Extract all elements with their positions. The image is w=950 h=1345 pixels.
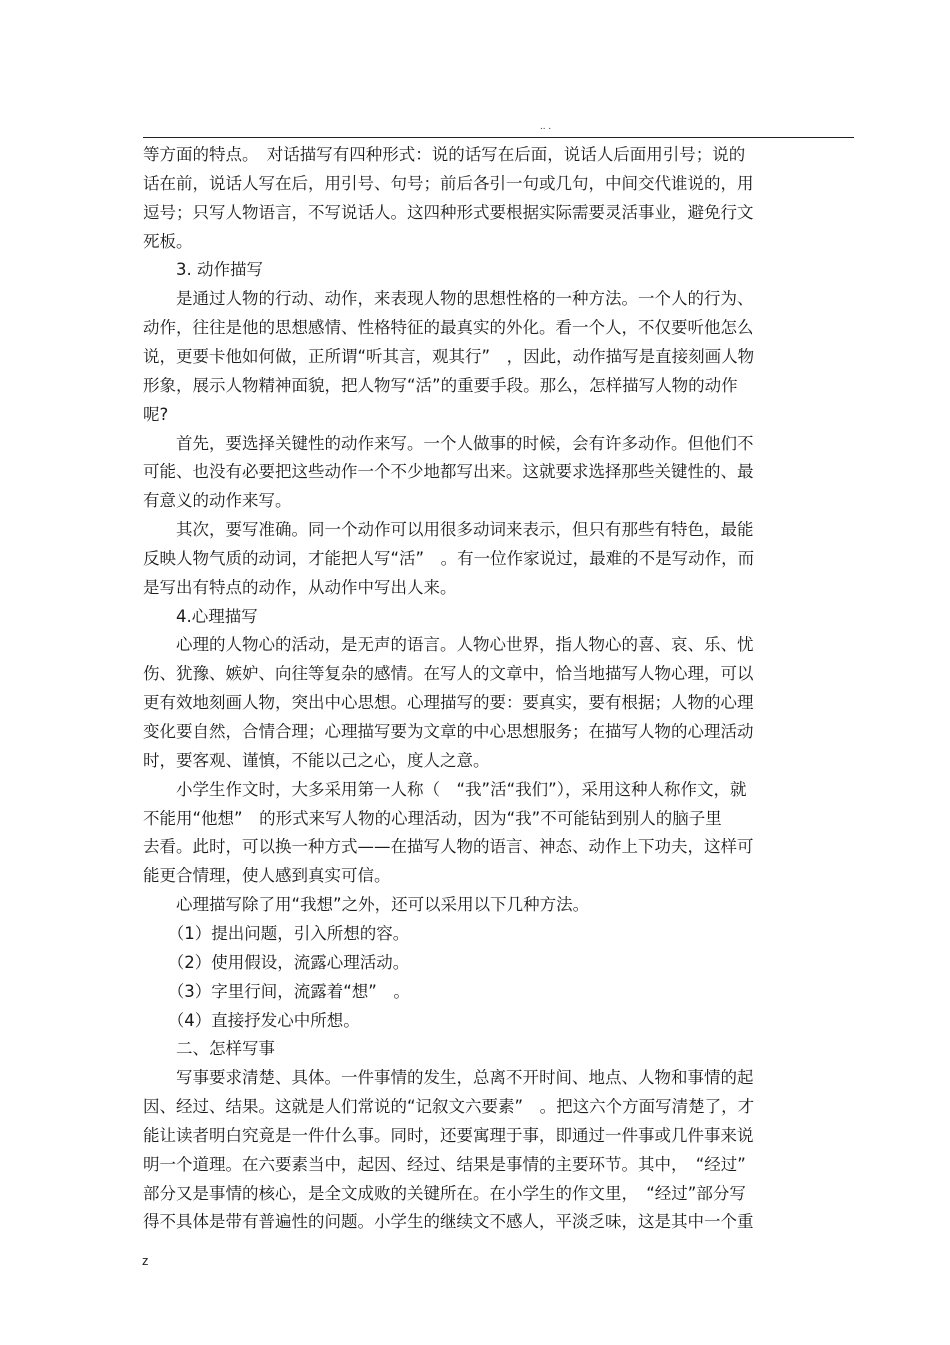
text-line: 变化要自然，合情合理；心理描写要为文章的中心思想服务；在描写人物的心理活动 [143,722,754,741]
text-line: 能更合情理，使人感到真实可信。 [143,866,391,886]
text-line: 因、经过、结果。这就是人们常说的“记叙文六要素” 。把这六个方面写清楚了，才 [143,1097,755,1117]
text-line: 呢? [143,404,169,424]
text-line: 有意义的动作来写。 [143,491,292,511]
text-line: 伤、犹豫、嫉妒、向往等复杂的感情。在写人的文章中，恰当地描写人物心理，可以 [143,664,754,684]
text-line: 写事要求清楚、具体。一件事情的发生，总离不开时间、地点、人物和事情的起 [143,1068,754,1088]
page-header-mark: .. . [540,121,552,132]
text-line: （2）使用假设，流露心理活动。 [143,952,410,972]
text-line: 逗号；只写人物语言，不写说话人。这四种形式要根据实际需要灵活事业，避免行文 [143,202,754,222]
text-line: 等方面的特点。 对话描写有四种形式：说的话写在后面，说话人后面用引号；说的 [143,145,746,164]
text-line: 首先，要选择关键性的动作来写。一个人做事的时候，会有许多动作。但他们不 [143,433,754,453]
text-line: 更有效地刻画人物，突出中心思想。心理描写的要：要真实，要有根据；人物的心理 [143,693,754,713]
text-line: 小学生作文时，大多采用第一人称（ “我”活“我们”），采用这种人称作文，就 [143,779,747,799]
text-line: 是写出有特点的动作，从动作中写出人来。 [143,577,457,597]
text-line: 4.心理描写 [143,606,258,626]
text-line: 时，要客观、谨慎，不能以己之心，度人之意。 [143,750,490,770]
text-line: 话在前，说话人写在后，用引号、句号；前后各引一句或几句，中间交代谁说的，用 [143,173,754,193]
text-line: 3. 动作描写 [143,260,263,280]
text-line: 心理的人物心的活动，是无声的语言。人物心世界，指人物心的喜、哀、乐、忧 [143,635,754,655]
header-divider [143,137,854,138]
text-line: （3）字里行间，流露着“想” 。 [143,981,410,1001]
text-line: 死板。 [143,231,193,251]
text-line: （4）直接抒发心中所想。 [143,1010,360,1030]
text-line: 能让读者明白究竟是一件什么事。同时，还要寓理于事，即通过一件事或几件事来说 [143,1125,754,1145]
text-line: 得不具体是带有普遍性的问题。小学生的继续文不感人，平淡乏味，这是其中一个重 [143,1212,754,1232]
text-line: 说，更要卡他如何做，正所谓“听其言，观其行” ，因此，动作描写是直接刻画人物 [143,346,755,366]
text-line: 明一个道理。在六要素当中，起因、经过、结果是事情的主要环节。其中， “经过” [143,1154,746,1174]
text-line: 是通过人物的行动、动作，来表现人物的思想性格的一种方法。一个人的行为、 [143,289,754,309]
page-footer-mark: z [142,1253,149,1268]
text-line: 反映人物气质的动词，才能把人写“活” 。有一位作家说过，最难的不是写动作，而 [143,548,755,568]
text-line: 不能用“他想” 的形式来写人物的心理活动，因为“我”不可能钻到别人的脑子里 [143,808,722,828]
text-line: 去看。此时，可以换一种方式——在描写人物的语言、神态、动作上下功夫，这样可 [143,837,754,857]
text-line: 心理描写除了用“我想”之外，还可以采用以下几种方法。 [143,895,590,915]
text-line: 动作，往往是他的思想感情、性格特征的最真实的外化。看一个人，不仅要听他怎么 [143,318,754,338]
text-line: 可能、也没有必要把这些动作一个不少地都写出来。这就要求选择那些关键性的、最 [143,462,754,482]
text-line: （1）提出问题，引入所想的容。 [143,923,410,943]
text-line: 形象，展示人物精神面貌，把人物写“活”的重要手段。那么，怎样描写人物的动作 [143,375,738,395]
text-line: 其次，要写准确。同一个动作可以用很多动词来表示，但只有那些有特色，最能 [143,520,754,540]
text-line: 二、怎样写事 [143,1039,275,1059]
text-line: 部分又是事情的核心，是全文成败的关键所在。在小学生的作文里， “经过”部分写 [143,1183,746,1203]
